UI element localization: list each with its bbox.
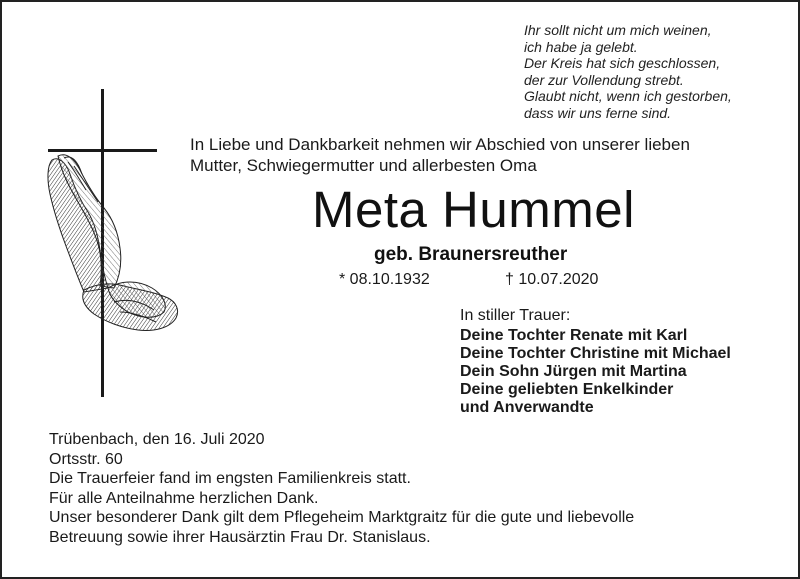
place-date: Trübenbach, den 16. Juli 2020 xyxy=(49,431,265,448)
poem-line: ich habe ja gelebt. xyxy=(524,38,638,55)
death-date: † 10.07.2020 xyxy=(505,271,599,288)
footer-note: Unser besonderer Dank gilt dem Pflegeheim Marktgraitz für die gute und liebevolle xyxy=(49,509,635,526)
footer-note: Betreuung sowie ihrer Hausärztin Frau Dr. Stanislaus. xyxy=(49,528,431,546)
mourners-block xyxy=(460,307,731,417)
intro-line: In Liebe und Dankbarkeit nehmen wir Abschied von unserer lieben xyxy=(190,135,690,154)
mourner-entry: Deine Tochter Renate mit Karl xyxy=(460,327,688,344)
birth-date: * 08.10.1932 xyxy=(339,271,430,288)
mourner-entry: Deine Tochter Christine mit Michael xyxy=(460,345,731,362)
mourner-entry: Deine geliebten Enkelkinder xyxy=(460,381,674,398)
praying-hands-icon xyxy=(44,152,184,337)
mourners-label: In stiller Trauer: xyxy=(460,307,571,324)
address: Ortsstr. 60 xyxy=(49,450,123,468)
intro-line: Mutter, Schwiegermutter und allerbesten Oma xyxy=(190,156,537,175)
maiden-name: geb. Braunersreuther xyxy=(374,244,568,265)
poem-line: Ihr sollt nicht um mich weinen, xyxy=(524,22,712,38)
poem xyxy=(524,22,732,121)
intro-text xyxy=(190,134,690,176)
footer-note: Für alle Anteilnahme herzlichen Dank. xyxy=(49,489,319,507)
footer-note: Die Trauerfeier fand im engsten Familienkreis statt. xyxy=(49,470,411,487)
deceased-name: Meta Hummel xyxy=(312,181,635,238)
mourner-entry: Dein Sohn Jürgen mit Martina xyxy=(460,363,687,380)
footer-text xyxy=(49,430,634,547)
poem-line: Der Kreis hat sich geschlossen, xyxy=(524,55,721,71)
poem-line: Glaubt nicht, wenn ich gestorben, xyxy=(524,88,732,104)
poem-line: der zur Vollendung strebt. xyxy=(524,71,684,88)
poem-line: dass wir uns ferne sind. xyxy=(524,104,672,121)
mourner-entry: und Anverwandte xyxy=(460,399,594,416)
